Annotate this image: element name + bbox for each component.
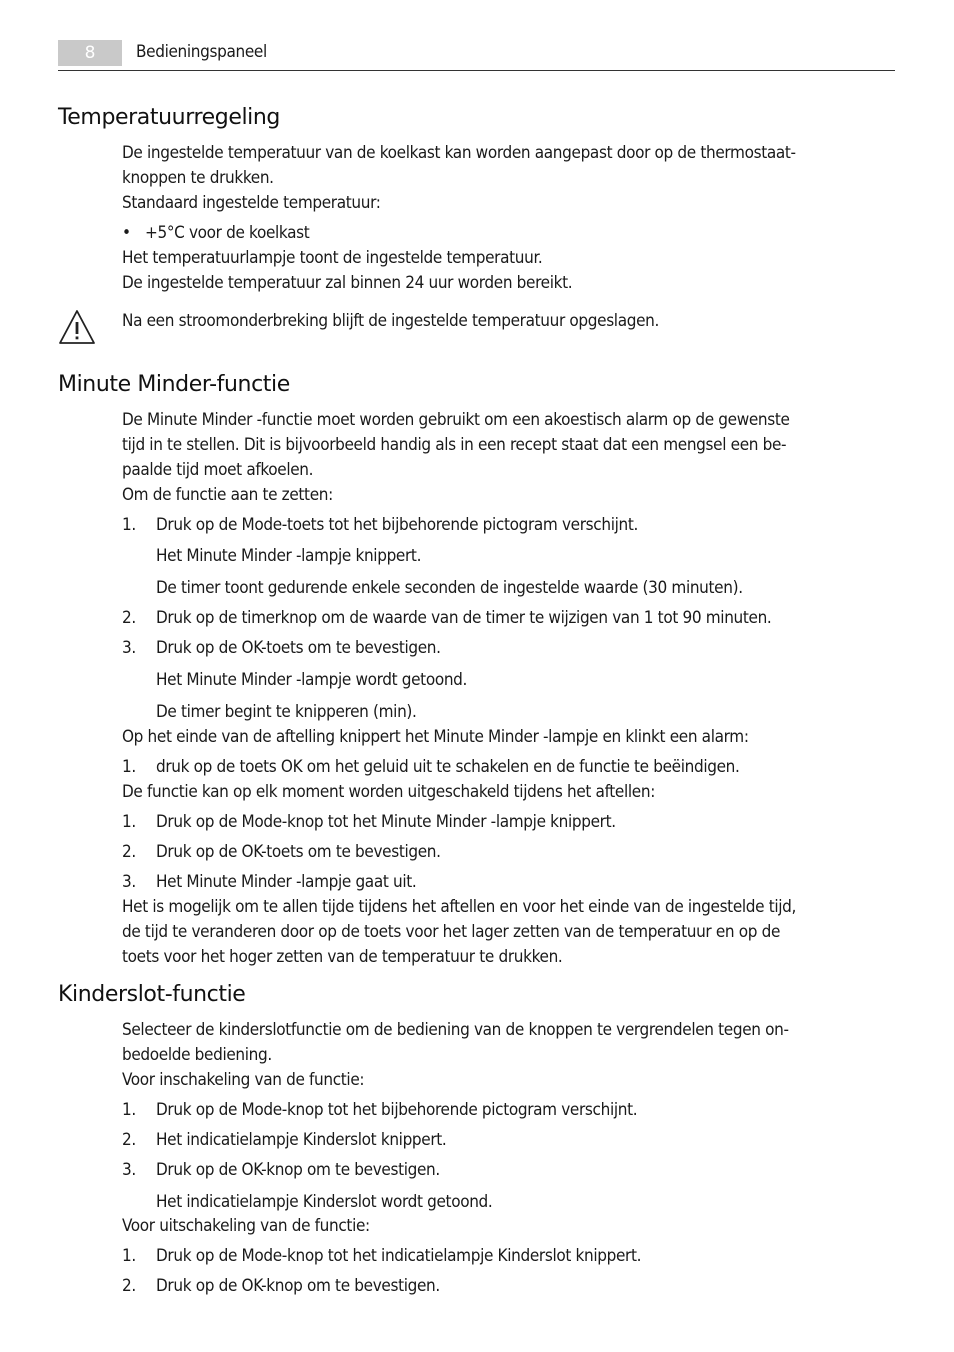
list-number: 1. [122, 1100, 136, 1120]
list-number: 2. [122, 1130, 136, 1150]
header-divider [58, 70, 895, 71]
paragraph: de tijd te veranderen door op de toets voor het lager zetten van de temperatuur en op de [122, 922, 781, 942]
list-item: Druk op de OK-knop om te bevestigen. [156, 1276, 440, 1296]
list-item: Druk op de OK-knop om te bevestigen. [156, 1160, 440, 1180]
paragraph: Op het einde van de aftelling knippert het Minute Minder -lampje en klinkt een alarm: [122, 727, 749, 747]
list-subitem: De timer toont gedurende enkele seconden de ingestelde waarde (30 minuten). [156, 578, 743, 598]
paragraph: paalde tijd moet afkoelen. [122, 460, 314, 480]
heading-minute-minder: Minute Minder-functie [58, 372, 290, 397]
paragraph: Voor uitschakeling van de functie: [122, 1216, 370, 1236]
list-item: Druk op de Mode-toets tot het bijbehorende pictogram verschijnt. [156, 515, 638, 535]
list-item: druk op de toets OK om het geluid uit te schakelen en de functie te beëindigen. [156, 757, 740, 777]
list-subitem: Het indicatielampje Kinderslot wordt getoond. [156, 1192, 493, 1212]
paragraph: De functie kan op elk moment worden uitgeschakeld tijdens het aftellen: [122, 782, 656, 802]
list-item: Druk op de Mode-knop tot het Minute Minder -lampje knippert. [156, 812, 616, 832]
paragraph: De ingestelde temperatuur van de koelkast kan worden aangepast door op de thermostaat- [122, 143, 796, 163]
page-number: 8 [84, 43, 96, 63]
list-item: Druk op de OK-toets om te bevestigen. [156, 638, 441, 658]
paragraph: Selecteer de kinderslotfunctie om de bediening van de knoppen te vergrendelen tegen on- [122, 1020, 789, 1040]
list-item: Het Minute Minder -lampje gaat uit. [156, 872, 417, 892]
paragraph: knoppen te drukken. [122, 168, 274, 188]
heading-kinderslot: Kinderslot-functie [58, 982, 246, 1007]
paragraph: De ingestelde temperatuur zal binnen 24 uur worden bereikt. [122, 273, 573, 293]
list-item: Druk op de Mode-knop tot het bijbehorende pictogram verschijnt. [156, 1100, 638, 1120]
list-subitem: Het Minute Minder -lampje knippert. [156, 546, 422, 566]
list-subitem: Het Minute Minder -lampje wordt getoond. [156, 670, 468, 690]
list-item: Het indicatielampje Kinderslot knippert. [156, 1130, 447, 1150]
list-number: 1. [122, 1246, 136, 1266]
list-item: Druk op de Mode-knop tot het indicatielampje Kinderslot knippert. [156, 1246, 642, 1266]
paragraph: Voor inschakeling van de functie: [122, 1070, 365, 1090]
paragraph: Het is mogelijk om te allen tijde tijdens het aftellen en voor het einde van de ingestelde tijd, [122, 897, 797, 917]
list-number: 2. [122, 842, 136, 862]
list-number: 1. [122, 757, 136, 777]
list-item: Druk op de timerknop om de waarde van de timer te wijzigen van 1 tot 90 minuten. [156, 608, 772, 628]
page-number-box [58, 40, 122, 66]
paragraph: Standaard ingestelde temperatuur: [122, 193, 381, 213]
section-header: Bedieningspaneel [136, 42, 267, 62]
bullet-marker: • [122, 223, 131, 243]
list-number: 2. [122, 608, 136, 628]
list-number: 3. [122, 638, 136, 658]
paragraph: tijd in te stellen. Dit is bijvoorbeeld handig als in een recept staat dat een mengsel een be- [122, 435, 787, 455]
list-number: 3. [122, 872, 136, 892]
list-subitem: De timer begint te knipperen (min). [156, 702, 417, 722]
heading-temperatuurregeling: Temperatuurregeling [58, 105, 280, 130]
paragraph: De Minute Minder -functie moet worden gebruikt om een akoestisch alarm op de gewenste [122, 410, 790, 430]
paragraph: bedoelde bediening. [122, 1045, 272, 1065]
list-number: 2. [122, 1276, 136, 1296]
list-number: 1. [122, 812, 136, 832]
list-number: 3. [122, 1160, 136, 1180]
paragraph: toets voor het hoger zetten van de temperatuur te drukken. [122, 947, 563, 967]
paragraph: Het temperatuurlampje toont de ingestelde temperatuur. [122, 248, 543, 268]
paragraph: Om de functie aan te zetten: [122, 485, 333, 505]
list-number: 1. [122, 515, 136, 535]
warning-icon [58, 308, 96, 346]
warning-text: Na een stroomonderbreking blijft de ingestelde temperatuur opgeslagen. [122, 311, 660, 331]
bullet-item: +5°C voor de koelkast [145, 223, 310, 243]
list-item: Druk op de OK-toets om te bevestigen. [156, 842, 441, 862]
